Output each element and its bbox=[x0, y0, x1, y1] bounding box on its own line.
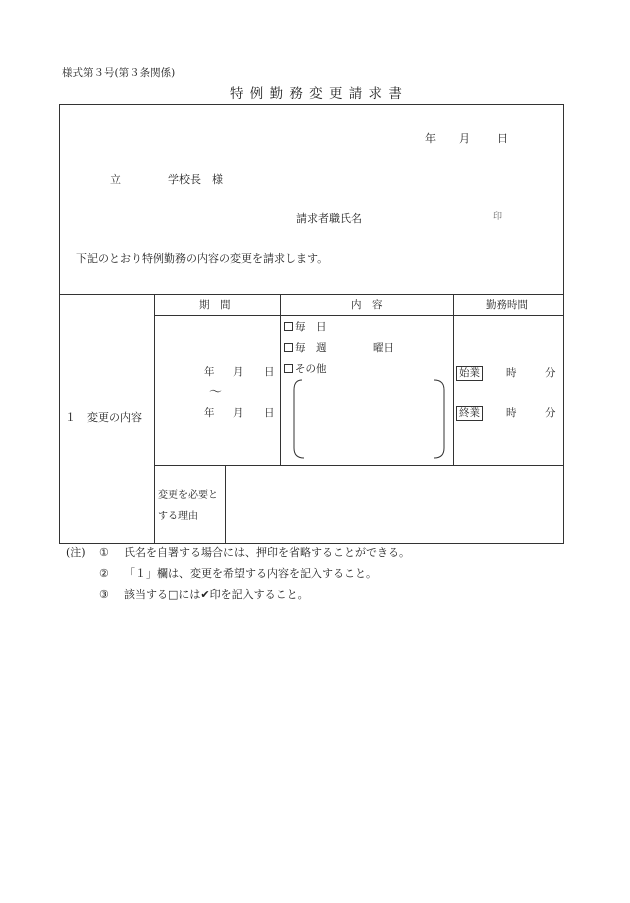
header-hours: 勤務時間 bbox=[486, 299, 528, 311]
option-other-label: その他 bbox=[295, 363, 327, 375]
period-start-year: 年 bbox=[204, 366, 215, 378]
option-weekly[interactable] bbox=[284, 343, 327, 354]
note-3-text: 該当する□には✔印を記入すること。 bbox=[124, 588, 309, 601]
document-title: 特 例 勤 務 変 更 請 求 書 bbox=[230, 86, 403, 102]
date-month-label: 月 bbox=[459, 132, 470, 145]
principal-label: 学校長 様 bbox=[168, 173, 223, 186]
form-number: 様式第３号(第３条関係) bbox=[62, 67, 176, 79]
end-box: 終業 bbox=[456, 406, 483, 421]
reason-label-line2: する理由 bbox=[158, 511, 198, 522]
option-other[interactable] bbox=[284, 364, 327, 375]
seal-label: 印 bbox=[493, 212, 503, 222]
checkbox-icon[interactable] bbox=[284, 343, 293, 352]
reason-label-line1: 変更を必要と bbox=[158, 490, 218, 501]
weekday-label: 曜日 bbox=[373, 342, 394, 354]
note-2-number: ② bbox=[99, 567, 109, 580]
start-hour-label: 時 bbox=[506, 367, 517, 379]
start-box: 始業 bbox=[456, 366, 483, 381]
period-end-month: 月 bbox=[233, 407, 244, 419]
date-day-label: 日 bbox=[497, 132, 508, 145]
request-sentence: 下記のとおり特例勤務の内容の変更を請求します。 bbox=[76, 252, 329, 265]
option-daily[interactable] bbox=[284, 322, 327, 333]
checkbox-icon[interactable] bbox=[284, 364, 293, 373]
left-bracket bbox=[294, 380, 304, 458]
period-end-year: 年 bbox=[204, 407, 215, 419]
note-3-number: ③ bbox=[99, 588, 109, 601]
option-daily-label: 毎 日 bbox=[295, 321, 327, 333]
notes-prefix: (注) bbox=[66, 546, 86, 559]
ritsu-label: 立 bbox=[110, 173, 121, 186]
end-minute-label: 分 bbox=[545, 407, 556, 419]
period-end-day: 日 bbox=[264, 407, 275, 419]
header-period: 期 間 bbox=[199, 299, 231, 311]
header-content: 内 容 bbox=[351, 299, 383, 311]
period-start-day: 日 bbox=[264, 366, 275, 378]
note-2-text: 「１」欄は、変更を希望する内容を記入すること。 bbox=[124, 567, 377, 580]
period-start-month: 月 bbox=[233, 366, 244, 378]
period-tilde: ～ bbox=[209, 385, 223, 400]
note-1-text: 氏名を自署する場合には、押印を省略することができる。 bbox=[124, 546, 410, 559]
requester-label: 請求者職氏名 bbox=[296, 212, 362, 225]
other-bracket-frame bbox=[290, 378, 450, 462]
start-minute-label: 分 bbox=[545, 367, 556, 379]
note-1-number: ① bbox=[99, 546, 109, 559]
change-content-label: １ 変更の内容 bbox=[65, 411, 142, 424]
checkbox-icon[interactable] bbox=[284, 322, 293, 331]
end-hour-label: 時 bbox=[506, 407, 517, 419]
date-year-label: 年 bbox=[425, 132, 436, 145]
right-bracket bbox=[434, 380, 444, 458]
option-weekly-label: 毎 週 bbox=[295, 342, 327, 354]
